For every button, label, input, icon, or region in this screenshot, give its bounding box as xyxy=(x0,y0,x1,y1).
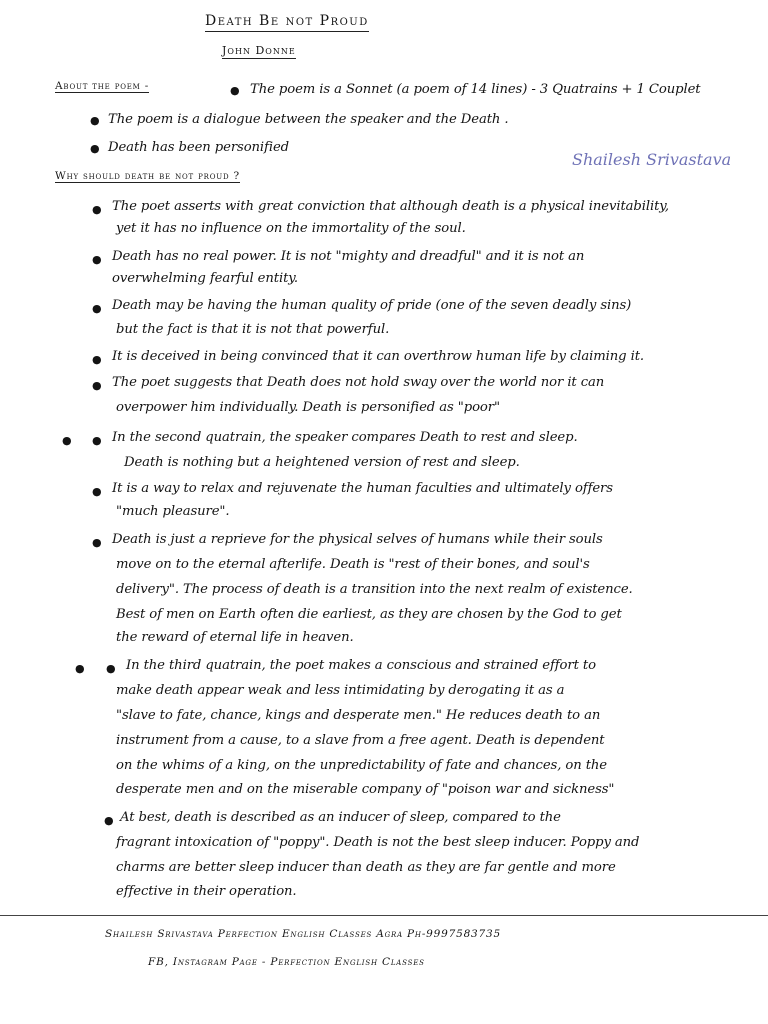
bullet-icon: ● xyxy=(90,114,100,127)
point-1-line-b: yet it has no influence on the immortality of the soul. xyxy=(116,221,466,236)
point-9-line-d: instrument from a cause, to a slave from a free agent. Death is dependent xyxy=(116,733,605,748)
bullet-icon: ● xyxy=(92,485,102,498)
point-5-line-a: The poet suggests that Death does not hold sway over the world nor it can xyxy=(112,375,605,390)
footer-contact: Shailesh Srivastava Perfection English Classes Agra Ph-9997583735 xyxy=(105,928,501,940)
bullet-icon: ● xyxy=(92,302,102,315)
why-heading: Why should death be not proud ? xyxy=(55,170,240,182)
bullet-icon: ● xyxy=(75,662,85,675)
point-10-line-d: effective in their operation. xyxy=(116,884,297,899)
bullet-icon: ● xyxy=(92,434,102,447)
point-8-line-b: move on to the eternal afterlife. Death is "rest of their bones, and soul's xyxy=(116,557,590,572)
bullet-icon: ● xyxy=(104,814,114,827)
point-8-line-e: the reward of eternal life in heaven. xyxy=(116,630,354,645)
point-4-line: It is deceived in being convinced that it can overthrow human life by claiming it. xyxy=(112,349,644,364)
page-title: Death Be not Proud xyxy=(205,13,369,32)
about-line-2: The poem is a dialogue between the speaker and the Death . xyxy=(108,112,509,127)
author-watermark: Shailesh Srivastava xyxy=(572,150,732,169)
point-10-line-c: charms are better sleep inducer than death as they are far gentle and more xyxy=(116,860,616,875)
point-9-line-c: "slave to fate, chance, kings and desperate men." He reduces death to an xyxy=(116,708,601,723)
point-1-line-a: The poet asserts with great conviction that although death is a physical inevitability, xyxy=(112,199,669,214)
point-7-line-b: "much pleasure". xyxy=(116,504,230,519)
bullet-icon: ● xyxy=(62,434,72,447)
about-line-1: The poem is a Sonnet (a poem of 14 lines) - 3 Quatrains + 1 Couplet xyxy=(250,82,701,97)
bullet-icon: ● xyxy=(230,84,240,97)
point-9-line-b: make death appear weak and less intimidating by derogating it as a xyxy=(116,683,565,698)
footer-social: FB, Instagram Page - Perfection English Classes xyxy=(148,956,425,968)
point-10-line-b: fragrant intoxication of "poppy". Death is not the best sleep inducer. Poppy and xyxy=(116,835,640,850)
point-6-line-a: In the second quatrain, the speaker compares Death to rest and sleep. xyxy=(112,430,578,445)
point-8-line-d: Best of men on Earth often die earliest, as they are chosen by the God to get xyxy=(116,607,622,622)
point-8-line-c: delivery". The process of death is a transition into the next realm of existence. xyxy=(116,582,633,597)
point-2-line-b: overwhelming fearful entity. xyxy=(112,271,298,286)
point-7-line-a: It is a way to relax and rejuvenate the human faculties and ultimately offers xyxy=(112,481,613,496)
about-heading: About the poem - xyxy=(55,80,150,92)
bullet-icon: ● xyxy=(92,203,102,216)
bullet-icon: ● xyxy=(90,142,100,155)
poem-author: John Donne xyxy=(222,44,296,57)
point-9-line-e: on the whims of a king, on the unpredictability of fate and chances, on the xyxy=(116,758,608,773)
point-9-line-f: desperate men and on the miserable company of "poison war and sickness" xyxy=(116,782,615,797)
point-3-line-a: Death may be having the human quality of pride (one of the seven deadly sins) xyxy=(112,298,632,313)
footer-divider xyxy=(0,915,768,916)
point-10-line-a: At best, death is described as an inducer of sleep, compared to the xyxy=(120,810,561,825)
point-3-line-b: but the fact is that it is not that powerful. xyxy=(116,322,390,337)
point-2-line-a: Death has no real power. It is not "mighty and dreadful" and it is not an xyxy=(112,249,585,264)
bullet-icon: ● xyxy=(92,536,102,549)
bullet-icon: ● xyxy=(92,253,102,266)
bullet-icon: ● xyxy=(106,662,116,675)
bullet-icon: ● xyxy=(92,353,102,366)
point-6-line-b: Death is nothing but a heightened version of rest and sleep. xyxy=(124,455,520,470)
bullet-icon: ● xyxy=(92,379,102,392)
about-line-3: Death has been personified xyxy=(108,140,289,155)
point-8-line-a: Death is just a reprieve for the physical selves of humans while their souls xyxy=(112,532,603,547)
point-9-line-a: In the third quatrain, the poet makes a conscious and strained effort to xyxy=(126,658,596,673)
point-5-line-b: overpower him individually. Death is personified as "poor" xyxy=(116,400,500,415)
